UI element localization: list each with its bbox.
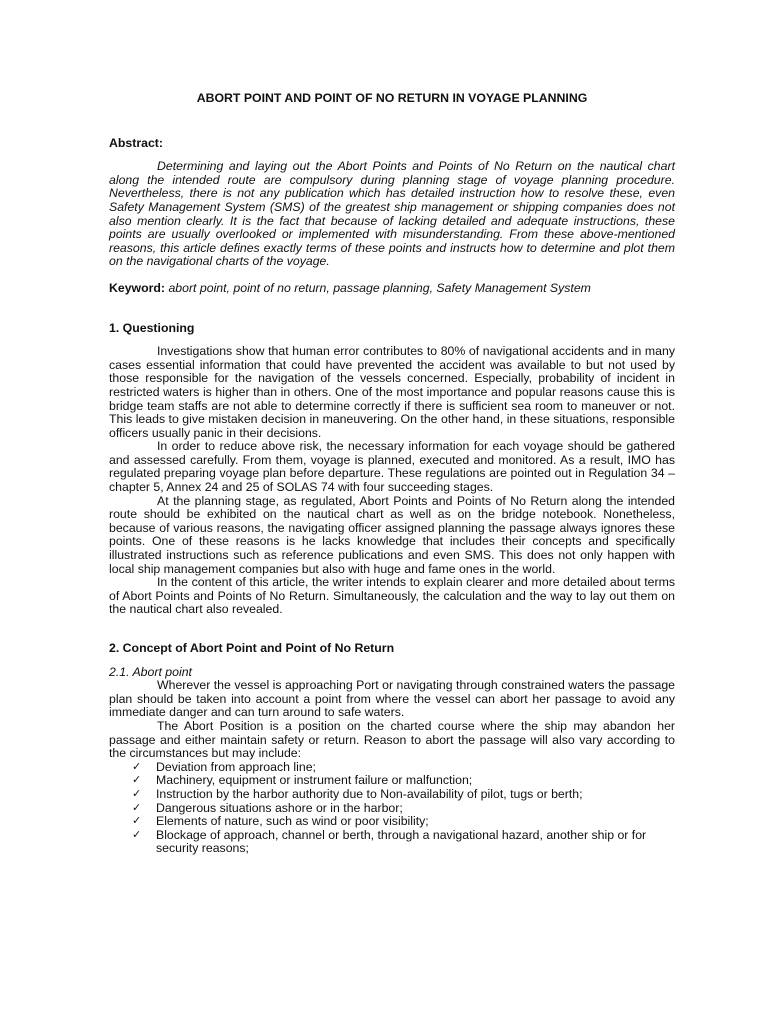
list-item-text: Elements of nature, such as wind or poor visibility; [156, 814, 429, 829]
check-icon: ✓ [132, 801, 142, 814]
abort-reasons-list [109, 761, 675, 856]
list-item-text: Deviation from approach line; [156, 759, 316, 774]
keyword-label: Keyword: [109, 280, 166, 295]
document-title: ABORT POINT AND POINT OF NO RETURN IN VOYAGE PLANNING [196, 91, 588, 105]
check-icon: ✓ [132, 774, 142, 787]
list-item-text: Dangerous situations ashore or in the harbor; [156, 800, 403, 815]
list-item-text: Blockage of approach, channel or berth, through a navigational hazard, another ship or for security reasons; [156, 827, 647, 856]
check-icon: ✓ [132, 760, 142, 773]
list-item [109, 815, 675, 829]
list-item [109, 788, 675, 802]
list-item-text: Instruction by the harbor authority due to Non-availability of pilot, tugs or berth; [156, 786, 583, 801]
keyword-text: abort point, point of no return, passage planning, Safety Management System [165, 280, 591, 295]
section-1-paragraph: At the planning stage, as regulated, Abort Points and Points of No Return along the intended route should be exhibited on the nautical chart as well as on the bridge notebook. Nonetheless, because of various reasons, the navigating officer assigned planning the passage always ignores these points. One of these reasons is he lacks knowledge that includes their concepts and specifically illustrated instructions such as reference publications and even SMS. This does not only happen with local ship management companies but also with huge and fame ones in the world. [109, 493, 675, 576]
document-body [109, 92, 675, 856]
section-1-paragraph: Investigations show that human error contributes to 80% of navigational accidents and in many cases essential information that could have prevented the accident was available to but not used by those responsible for the navigation of the vessels concerned. Especially, probability of incident in restricted waters is higher than in others. One of the most importance and popular reasons cause this is bridge team staffs are not able to determine correctly if there is sufficient sea room to maneuver or not. This leads to give mistaken decision in maneuvering. On the other hand, in these situations, responsible officers usually panic in their decisions. [109, 344, 675, 440]
spacer [109, 617, 675, 642]
section-1-paragraph: In the content of this article, the writer intends to explain clearer and more detailed about terms of Abort Points and Points of No Return. Simultaneously, the calculation and the way to lay out them on the nautical chart also revealed. [109, 575, 675, 617]
section-2-heading: 2. Concept of Abort Point and Point of No Return [109, 641, 395, 655]
list-item [109, 774, 675, 788]
section-1-paragraph: In order to reduce above risk, the necessary information for each voyage should be gathered and assessed carefully. From them, voyage is planned, executed and monitored. As a result, IMO has regulated preparing voyage plan before departure. These regulations are pointed out in Regulation 34 – chapter 5, Annex 24 and 25 of SOLAS 74 with four succeeding stages. [109, 439, 675, 495]
section-2-paragraph: Wherever the vessel is approaching Port or navigating through constrained waters the passage plan should be taken into account a point from where the vessel can abort her passage to avoid any immediate danger and can turn around to safe waters. [109, 678, 675, 720]
section-2-1-subheading: 2.1. Abort point [109, 664, 192, 679]
abstract-heading: Abstract: [109, 135, 163, 150]
check-icon: ✓ [132, 828, 142, 841]
list-item [109, 829, 675, 856]
section-2-paragraph: The Abort Position is a position on the charted course where the ship may abandon her passage and either maintain safety or return. Reason to abort the passage will also vary according to the circumstances but may include: [109, 718, 675, 761]
check-icon: ✓ [132, 815, 142, 828]
list-item [109, 761, 675, 775]
check-icon: ✓ [132, 787, 142, 800]
keyword-line [109, 282, 675, 296]
list-item-text: Machinery, equipment or instrument failure or malfunction; [156, 773, 473, 788]
abstract-text: Determining and laying out the Abort Points and Points of No Return on the nautical chart along the intended route are compulsory during planning stage of voyage planning procedure. Nevertheless, there is not any publication which has detailed instruction how to resolve these, even Safety Management System (SMS) of the greatest ship management or shipping companies does not also mention clearly. It is the fact that because of lacking detailed and adequate instructions, these points are usually overlooked or implemented with misunderstanding. From these above-mentioned reasons, this article defines exactly terms of these points and instructs how to determine and plot them on the navigational charts of the voyage. [109, 159, 675, 269]
list-item [109, 802, 675, 816]
section-1-heading: 1. Questioning [109, 320, 195, 335]
